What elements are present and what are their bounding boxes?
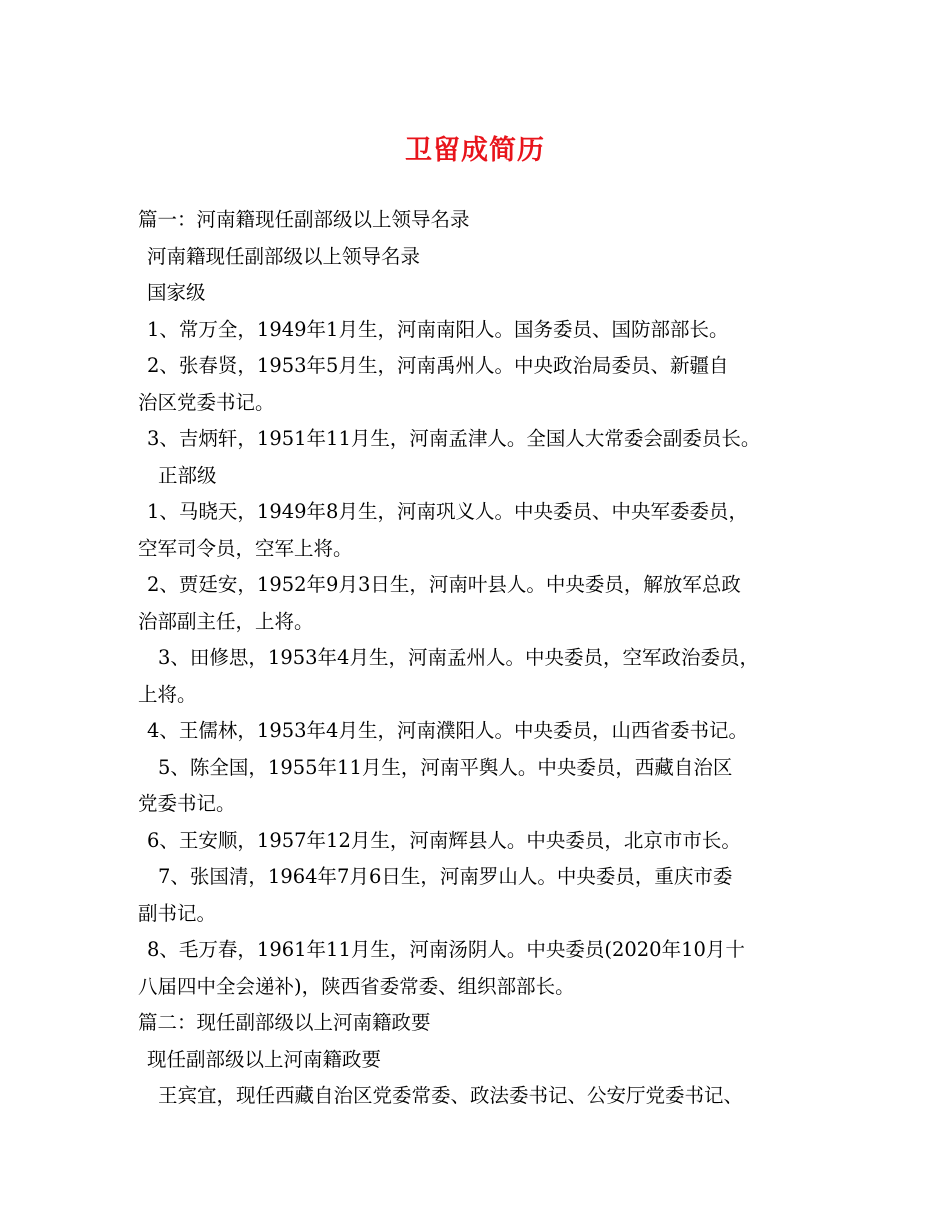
list-item-continuation: 治部副主任，上将。 (138, 609, 314, 633)
list-item-continuation: 副书记。 (138, 901, 217, 925)
list-item-continuation: 党委书记。 (138, 792, 236, 815)
list-item: 1、常万全，1949年1月生，河南南阳人。国务委员、国防部部长。 (147, 317, 729, 341)
paragraph: 王宾宜，现任西藏自治区党委常委、政法委书记、公安厅党委书记、 (158, 1084, 744, 1107)
category-heading: 国家级 (147, 281, 206, 304)
category-heading: 正部级 (158, 463, 217, 487)
list-item: 8、毛万春，1961年11月生，河南汤阴人。中央委员(2020年10月十 (147, 938, 745, 961)
list-item: 1、马晓天，1949年8月生，河南巩义人。中央委员、中央军委委员， (147, 500, 748, 523)
subheading: 现任副部级以上河南籍政要 (147, 1047, 382, 1071)
list-item: 4、王儒林，1953年4月生，河南濮阳人。中央委员，山西省委书记。 (147, 719, 748, 742)
list-item-continuation: 八届四中全会递补)，陕西省委常委、组织部部长。 (138, 974, 575, 998)
document-title: 卫留成简历 (405, 135, 545, 166)
list-item-continuation: 上将。 (138, 682, 197, 706)
list-item: 3、吉炳轩，1951年11月生，河南孟津人。全国人大常委会副委员长。 (147, 427, 761, 450)
list-item: 3、田修思，1953年4月生，河南孟州人。中央委员，空军政治委员， (158, 646, 759, 669)
list-item: 6、王安顺，1957年12月生，河南辉县人。中央委员，北京市市长。 (147, 828, 741, 852)
list-item: 2、张春贤，1953年5月生，河南禹州人。中央政治局委员、新疆自 (147, 354, 729, 377)
section-heading: 篇一：河南籍现任副部级以上领导名录 (138, 208, 470, 231)
list-item: 7、张国清，1964年7月6日生，河南罗山人。中央委员，重庆市委 (158, 865, 733, 888)
list-item-continuation: 治区党委书记。 (138, 390, 275, 414)
section-heading: 篇二：现任副部级以上河南籍政要 (138, 1011, 431, 1034)
list-item: 2、贾廷安，1952年9月3日生，河南叶县人。中央委员，解放军总政 (147, 573, 741, 596)
document-body (138, 202, 818, 1115)
list-item-continuation: 空军司令员，空军上将。 (138, 536, 353, 560)
subheading: 河南籍现任副部级以上领导名录 (147, 244, 421, 268)
list-item: 5、陈全国，1955年11月生，河南平舆人。中央委员，西藏自治区 (158, 755, 733, 779)
